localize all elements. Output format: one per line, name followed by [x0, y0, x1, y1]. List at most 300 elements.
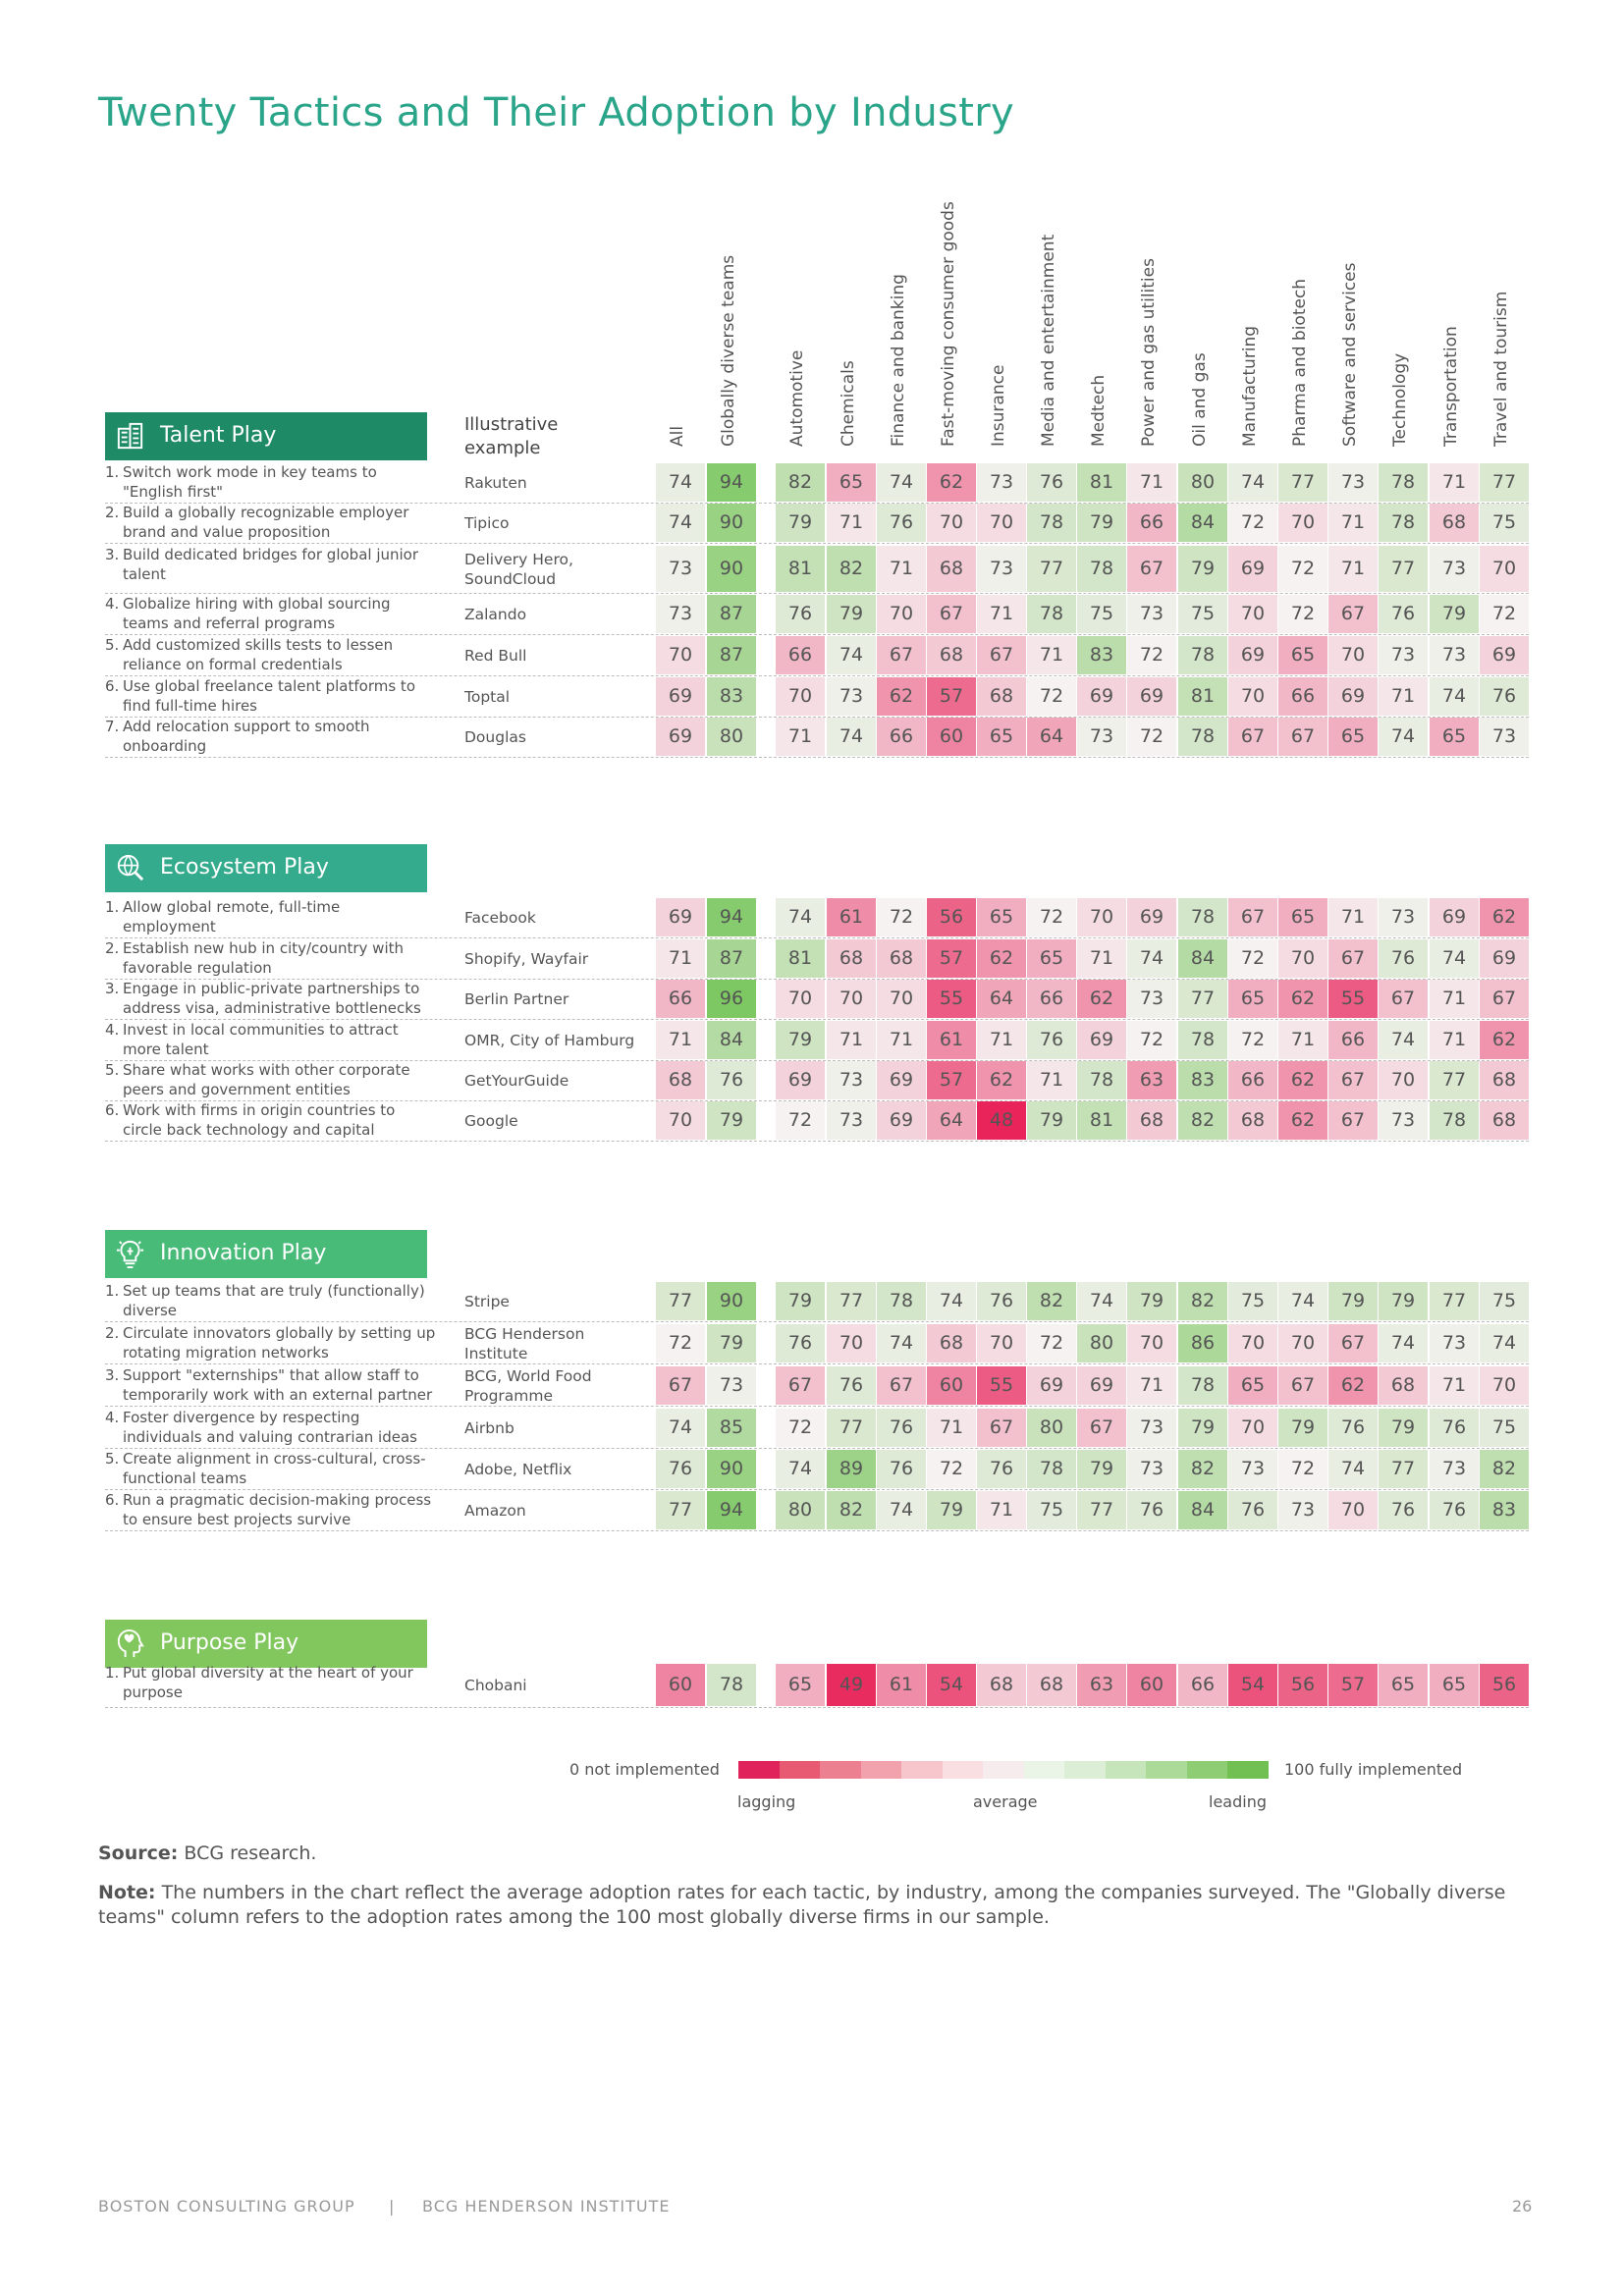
heatmap-cell: 76 — [977, 1450, 1026, 1488]
heatmap-cell: 76 — [877, 1409, 926, 1447]
heatmap-cell: 70 — [656, 636, 705, 674]
heatmap-cell: 67 — [1480, 980, 1529, 1018]
heatmap-cell: 69 — [656, 718, 705, 756]
heatmap-cell: 67 — [1127, 546, 1176, 592]
play-banner — [105, 1230, 427, 1278]
heatmap-cell: 67 — [927, 595, 976, 633]
legend-swatch — [1146, 1761, 1187, 1779]
tactic-label: Set up teams that are truly (functionally) diverse — [123, 1282, 425, 1319]
column-header-label: Travel and tourism — [1491, 291, 1511, 447]
heatmap-cell: 60 — [656, 1664, 705, 1706]
heatmap-cell: 69 — [1480, 636, 1529, 674]
heatmap-cell: 74 — [1328, 1450, 1378, 1488]
heatmap-cell: 72 — [1228, 1021, 1277, 1059]
heatmap-cell: 80 — [1178, 463, 1227, 502]
tactic-number: 5. — [105, 1061, 120, 1079]
heatmap-cell: 79 — [1278, 1409, 1327, 1447]
tactic-text — [105, 938, 437, 978]
heatmap-cell: 71 — [1278, 1021, 1327, 1059]
heatmap-cell: 69 — [1328, 677, 1378, 716]
heatmap-cell: 69 — [1228, 636, 1277, 674]
heatmap-cell: 67 — [1228, 898, 1277, 936]
heatmap-cell: 84 — [707, 1021, 756, 1059]
heatmap-cell: 79 — [827, 595, 876, 633]
heatmap-cell: 77 — [827, 1409, 876, 1447]
heatmap-cell: 76 — [1027, 463, 1076, 502]
heatmap-cell: 69 — [1077, 1021, 1126, 1059]
heatmap-cell: 77 — [1077, 1491, 1126, 1529]
heatmap-cell: 96 — [707, 980, 756, 1018]
heatmap-cell: 70 — [877, 595, 926, 633]
row-divider — [105, 1321, 1529, 1322]
heatmap-cell: 94 — [707, 898, 756, 936]
heatmap-cell: 54 — [1228, 1664, 1277, 1706]
heatmap-cell: 74 — [1379, 1021, 1428, 1059]
heatmap-cell: 81 — [776, 939, 825, 978]
heatmap-cell: 69 — [1077, 1366, 1126, 1405]
illustrative-example: Zalando — [464, 606, 527, 623]
heatmap-cell: 76 — [1379, 1491, 1428, 1529]
heatmap-cell: 72 — [656, 1324, 705, 1362]
heatmap-cell: 90 — [707, 504, 756, 542]
tactic-label: Support "externships" that allow staff to temporarily work with an external partner — [123, 1366, 433, 1404]
heatmap-cell: 76 — [776, 595, 825, 633]
heatmap-cell: 90 — [707, 1450, 756, 1488]
heatmap-cell: 76 — [1328, 1409, 1378, 1447]
heatmap-cell: 71 — [977, 1021, 1026, 1059]
illustrative-example: BCG, World Food Programme — [464, 1367, 592, 1405]
tactic-number: 1. — [105, 1282, 120, 1300]
legend-swatch — [983, 1761, 1024, 1779]
column-header-label: Manufacturing — [1240, 325, 1260, 447]
heatmap-cell: 77 — [1430, 1061, 1479, 1099]
legend-swatch — [1187, 1761, 1228, 1779]
source — [98, 1842, 316, 1864]
heatmap-cell: 49 — [827, 1664, 876, 1706]
page-number: 26 — [1512, 2197, 1533, 2216]
heatmap-cell: 77 — [1480, 463, 1529, 502]
source-label: Source: — [98, 1842, 179, 1864]
heatmap-cell: 66 — [1027, 980, 1076, 1018]
heatmap-cell: 77 — [656, 1282, 705, 1320]
row-divider — [105, 1707, 1529, 1708]
heatmap-cell: 68 — [927, 636, 976, 674]
heatmap-cell: 76 — [1379, 595, 1428, 633]
heatmap-cell: 61 — [877, 1664, 926, 1706]
tactic-text — [105, 462, 437, 502]
heatmap-cell: 73 — [827, 1101, 876, 1140]
heatmap-cell: 71 — [1027, 636, 1076, 674]
illustrative-example: Chobani — [464, 1677, 527, 1694]
heatmap-cell: 70 — [977, 1324, 1026, 1362]
illustrative-example: Amazon — [464, 1502, 526, 1520]
column-header-label: Insurance — [989, 364, 1008, 447]
heatmap-cell: 75 — [1480, 1409, 1529, 1447]
heatmap-cell: 72 — [927, 1450, 976, 1488]
heatmap-cell: 68 — [656, 1061, 705, 1099]
tactic-label: Switch work mode in key teams to "English first" — [123, 463, 377, 501]
heatmap-cell: 78 — [1178, 718, 1227, 756]
heatmap-cell: 79 — [1430, 595, 1479, 633]
heatmap-cell: 62 — [1480, 898, 1529, 936]
illustrative-example: Stripe — [464, 1293, 510, 1310]
row-divider — [105, 1406, 1529, 1407]
heatmap-cell: 65 — [977, 898, 1026, 936]
heatmap-cell: 84 — [1178, 504, 1227, 542]
heatmap-cell: 72 — [1278, 546, 1327, 592]
heatmap-cell: 69 — [1430, 898, 1479, 936]
heatmap-cell: 82 — [1178, 1450, 1227, 1488]
heatmap-cell: 71 — [977, 595, 1026, 633]
legend-swatch — [738, 1761, 780, 1779]
tactic-label: Engage in public-private partnerships to address visa, administrative bottlenecks — [123, 980, 421, 1017]
heatmap-cell: 62 — [977, 939, 1026, 978]
heatmap-cell: 75 — [1077, 595, 1126, 633]
heatmap-cell: 71 — [827, 504, 876, 542]
heatmap-cell: 55 — [927, 980, 976, 1018]
tactic-text — [105, 1408, 437, 1447]
tactic-text — [105, 676, 437, 716]
heatmap-cell: 73 — [1127, 980, 1176, 1018]
source-text: BCG research. — [178, 1842, 317, 1864]
heatmap-cell: 76 — [1127, 1491, 1176, 1529]
row-divider — [105, 1363, 1529, 1364]
heatmap-cell: 78 — [1077, 1061, 1126, 1099]
heatmap-cell: 74 — [1278, 1282, 1327, 1320]
heatmap-cell: 67 — [877, 1366, 926, 1405]
heatmap-cell: 74 — [877, 463, 926, 502]
heatmap-cell: 78 — [1178, 1366, 1227, 1405]
heatmap-cell: 68 — [927, 1324, 976, 1362]
heatmap-cell: 48 — [977, 1101, 1026, 1140]
heatmap-cell: 67 — [1278, 718, 1327, 756]
heatmap-cell: 67 — [977, 636, 1026, 674]
heatmap-cell: 56 — [1480, 1664, 1529, 1706]
heatmap-cell: 72 — [1027, 898, 1076, 936]
heatmap-cell: 71 — [1430, 980, 1479, 1018]
tactic-label: Share what works with other corporate peers and government entities — [123, 1061, 410, 1098]
heatmap-cell: 73 — [1430, 636, 1479, 674]
heatmap-cell: 69 — [1127, 677, 1176, 716]
row-divider — [105, 543, 1529, 544]
tactic-number: 1. — [105, 1664, 120, 1682]
tactic-label: Use global freelance talent platforms to find full-time hires — [123, 677, 415, 715]
heatmap-cell: 73 — [1379, 1101, 1428, 1140]
heatmap-cell: 83 — [1178, 1061, 1227, 1099]
heatmap-cell: 66 — [1228, 1061, 1277, 1099]
heatmap-cell: 73 — [827, 677, 876, 716]
heatmap-cell: 74 — [776, 898, 825, 936]
tactic-text — [105, 1449, 437, 1488]
column-header-label: Transportation — [1441, 326, 1461, 447]
heatmap-cell: 82 — [1178, 1101, 1227, 1140]
heatmap-cell: 70 — [1228, 1409, 1277, 1447]
heatmap-cell: 68 — [1480, 1061, 1529, 1099]
heatmap-cell: 90 — [707, 1282, 756, 1320]
heatmap-cell: 70 — [1480, 1366, 1529, 1405]
heatmap-cell: 74 — [1430, 939, 1479, 978]
heatmap-cell: 70 — [977, 504, 1026, 542]
heatmap-cell: 82 — [1178, 1282, 1227, 1320]
heatmap-cell: 74 — [827, 636, 876, 674]
heatmap-cell: 69 — [1228, 546, 1277, 592]
column-header-label: Power and gas utilities — [1139, 258, 1159, 447]
heatmap-cell: 76 — [656, 1450, 705, 1488]
legend-swatch — [1024, 1761, 1065, 1779]
heatmap-cell: 65 — [1228, 1366, 1277, 1405]
heatmap-cell: 79 — [1178, 1409, 1227, 1447]
tactic-text — [105, 979, 437, 1018]
heatmap-cell: 73 — [1379, 636, 1428, 674]
heatmap-cell: 65 — [1278, 636, 1327, 674]
illustrative-example: Tipico — [464, 514, 510, 532]
heatmap-cell: 76 — [1430, 1409, 1479, 1447]
heatmap-cell: 73 — [1127, 1409, 1176, 1447]
heatmap-cell: 69 — [1127, 898, 1176, 936]
heatmap-cell: 76 — [1430, 1491, 1479, 1529]
tactic-label: Run a pragmatic decision-making process to ensure best projects survive — [123, 1491, 432, 1528]
illustrative-example: Shopify, Wayfair — [464, 950, 589, 968]
heatmap-cell: 73 — [977, 546, 1026, 592]
illustrative-example: Adobe, Netflix — [464, 1461, 572, 1478]
illustrative-example: Red Bull — [464, 647, 527, 665]
heatmap-cell: 65 — [1278, 898, 1327, 936]
heatmap-cell: 71 — [827, 1021, 876, 1059]
heatmap-cell: 56 — [927, 898, 976, 936]
heatmap-cell: 87 — [707, 939, 756, 978]
heatmap-cell: 80 — [776, 1491, 825, 1529]
illustrative-example-header: Illustrative example — [464, 414, 559, 458]
tactic-number: 7. — [105, 718, 120, 735]
heatmap-cell: 81 — [1077, 463, 1126, 502]
tactic-number: 4. — [105, 1021, 120, 1039]
column-header-label: Finance and banking — [889, 274, 908, 447]
heatmap-cell: 73 — [977, 463, 1026, 502]
heatmap-cell: 76 — [877, 1450, 926, 1488]
heatmap-cell: 71 — [1430, 463, 1479, 502]
heatmap-cell: 71 — [1127, 463, 1176, 502]
illustrative-example: OMR, City of Hamburg — [464, 1032, 635, 1049]
illustrative-example: Rakuten — [464, 474, 527, 492]
note-text: The numbers in the chart reflect the average adoption rates for each tactic, by industry, among the companies surveyed. The "Globally diverse teams" column refers to the adoption rates among the 100 most globally diverse firms in our sample. — [98, 1882, 1506, 1928]
tactic-label: Add customized skills tests to lessen reliance on formal credentials — [123, 636, 394, 673]
tactic-label: Establish new hub in city/country with favorable regulation — [123, 939, 405, 977]
tactic-number: 3. — [105, 1366, 120, 1384]
tactic-text — [105, 1663, 437, 1702]
heatmap-cell: 79 — [776, 504, 825, 542]
illustrative-example: GetYourGuide — [464, 1072, 569, 1090]
heatmap-cell: 71 — [1077, 939, 1126, 978]
heatmap-cell: 67 — [1328, 1324, 1378, 1362]
heatmap-cell: 66 — [1328, 1021, 1378, 1059]
heatmap-cell: 80 — [1027, 1409, 1076, 1447]
heatmap-cell: 84 — [1178, 1491, 1227, 1529]
tactic-number: 4. — [105, 595, 120, 613]
heatmap-cell: 69 — [1077, 677, 1126, 716]
heatmap-cell: 78 — [877, 1282, 926, 1320]
heatmap-cell: 68 — [1480, 1101, 1529, 1140]
heatmap-cell: 57 — [1328, 1664, 1378, 1706]
heatmap-cell: 75 — [1480, 504, 1529, 542]
footer-separator: | — [389, 2197, 396, 2216]
heatmap-cell: 68 — [827, 939, 876, 978]
heatmap-cell: 69 — [656, 898, 705, 936]
heatmap-cell: 69 — [1480, 939, 1529, 978]
heatmap-cell: 78 — [707, 1664, 756, 1706]
heatmap-cell: 71 — [977, 1491, 1026, 1529]
heatmap-cell: 82 — [827, 546, 876, 592]
tactic-label: Circulate innovators globally by setting up rotating migration networks — [123, 1324, 436, 1362]
tactic-label: Add relocation support to smooth onboarding — [123, 718, 370, 755]
heatmap-cell: 66 — [776, 636, 825, 674]
heatmap-cell: 79 — [707, 1324, 756, 1362]
column-header-label: Medtech — [1089, 374, 1109, 447]
heatmap-cell: 55 — [1328, 980, 1378, 1018]
heatmap-cell: 69 — [776, 1061, 825, 1099]
heatmap-cell: 78 — [1178, 1021, 1227, 1059]
heatmap-cell: 78 — [1178, 898, 1227, 936]
heatmap-cell: 75 — [1027, 1491, 1076, 1529]
tactic-text — [105, 717, 437, 756]
heatmap-cell: 67 — [877, 636, 926, 674]
tactic-text — [105, 1365, 437, 1405]
heatmap-cell: 79 — [927, 1491, 976, 1529]
heatmap-cell: 71 — [927, 1409, 976, 1447]
tactic-number: 2. — [105, 939, 120, 957]
heatmap-cell: 72 — [1480, 595, 1529, 633]
heatmap-cell: 65 — [827, 463, 876, 502]
heatmap-cell: 79 — [776, 1282, 825, 1320]
heatmap-cell: 67 — [1077, 1409, 1126, 1447]
heatmap-cell: 74 — [1127, 939, 1176, 978]
heatmap-cell: 74 — [1379, 1324, 1428, 1362]
heatmap-cell: 70 — [1228, 595, 1277, 633]
legend-swatch — [901, 1761, 943, 1779]
heatmap-cell: 79 — [1328, 1282, 1378, 1320]
tactic-text — [105, 1281, 437, 1320]
heatmap-cell: 70 — [776, 677, 825, 716]
legend-swatch — [780, 1761, 821, 1779]
heatmap-cell: 68 — [1379, 1366, 1428, 1405]
heatmap-cell: 57 — [927, 939, 976, 978]
heatmap-cell: 85 — [707, 1409, 756, 1447]
heatmap-cell: 72 — [1127, 636, 1176, 674]
heatmap-cell: 70 — [776, 980, 825, 1018]
heatmap-cell: 74 — [877, 1491, 926, 1529]
tactic-number: 1. — [105, 898, 120, 916]
heatmap-cell: 70 — [1328, 636, 1378, 674]
heatmap-cell: 76 — [827, 1366, 876, 1405]
heatmap-cell: 70 — [827, 980, 876, 1018]
heatmap-cell: 69 — [1027, 1366, 1076, 1405]
heatmap-cell: 78 — [1027, 595, 1076, 633]
heatmap-cell: 94 — [707, 1491, 756, 1529]
heatmap-cell: 82 — [1027, 1282, 1076, 1320]
heatmap-cell: 57 — [927, 1061, 976, 1099]
heatmap-cell: 77 — [1379, 546, 1428, 592]
tactic-number: 3. — [105, 980, 120, 997]
illustrative-example: Douglas — [464, 728, 526, 746]
legend-leading-label: leading — [1209, 1792, 1267, 1811]
heatmap-cell: 71 — [1430, 1366, 1479, 1405]
heatmap-cell: 79 — [1127, 1282, 1176, 1320]
heatmap-cell: 87 — [707, 636, 756, 674]
heatmap-cell: 69 — [877, 1101, 926, 1140]
heatmap-cell: 65 — [977, 718, 1026, 756]
heatmap-cell: 82 — [1480, 1450, 1529, 1488]
heatmap-cell: 71 — [1328, 898, 1378, 936]
heatmap-cell: 62 — [1328, 1366, 1378, 1405]
illustrative-example: Google — [464, 1112, 518, 1130]
tactic-number: 2. — [105, 1324, 120, 1342]
tactic-number: 6. — [105, 677, 120, 695]
heatmap-cell: 74 — [927, 1282, 976, 1320]
column-header-label: Software and services — [1340, 262, 1360, 447]
heatmap-cell: 74 — [1077, 1282, 1126, 1320]
note — [98, 1881, 1532, 1930]
column-header-label: Pharma and biotech — [1290, 278, 1310, 447]
tactic-text — [105, 1490, 437, 1529]
heatmap-cell: 60 — [927, 718, 976, 756]
heatmap-cell: 79 — [1077, 1450, 1126, 1488]
heatmap-cell: 74 — [877, 1324, 926, 1362]
heatmap-cell: 74 — [1480, 1324, 1529, 1362]
heatmap-cell: 64 — [1027, 718, 1076, 756]
column-header-label: Media and entertainment — [1039, 234, 1058, 447]
tactic-number: 6. — [105, 1101, 120, 1119]
heatmap-cell: 67 — [1278, 1366, 1327, 1405]
heatmap-cell: 76 — [877, 504, 926, 542]
heatmap-cell: 82 — [776, 463, 825, 502]
tactic-label: Invest in local communities to attract more talent — [123, 1021, 399, 1058]
play-banner — [105, 844, 427, 892]
tactic-text — [105, 897, 437, 936]
tactic-number: 5. — [105, 636, 120, 654]
heatmap-cell: 70 — [827, 1324, 876, 1362]
heatmap-cell: 54 — [927, 1664, 976, 1706]
heatmap-cell: 76 — [1027, 1021, 1076, 1059]
heatmap-cell: 65 — [1228, 980, 1277, 1018]
heatmap-cell: 78 — [1077, 546, 1126, 592]
heatmap-cell: 62 — [1077, 980, 1126, 1018]
heatmap-cell: 62 — [927, 463, 976, 502]
heatmap-cell: 64 — [927, 1101, 976, 1140]
play-banner-label: Innovation Play — [160, 1241, 327, 1265]
heatmap-cell: 72 — [1228, 939, 1277, 978]
heatmap-cell: 89 — [827, 1450, 876, 1488]
heatmap-cell: 80 — [1077, 1324, 1126, 1362]
column-header-label: Technology — [1390, 352, 1410, 447]
play-banner — [105, 1620, 427, 1668]
heatmap-cell: 72 — [1027, 1324, 1076, 1362]
heatmap-cell: 70 — [656, 1101, 705, 1140]
heatmap-cell: 67 — [1328, 595, 1378, 633]
heatmap-cell: 78 — [1027, 504, 1076, 542]
heatmap-cell: 79 — [1077, 504, 1126, 542]
tactic-text — [105, 1100, 437, 1140]
heatmap-cell: 71 — [1328, 546, 1378, 592]
heatmap-cell: 77 — [656, 1491, 705, 1529]
heatmap-cell: 67 — [1328, 1061, 1378, 1099]
heatmap-cell: 70 — [877, 980, 926, 1018]
heatmap-cell: 72 — [1127, 718, 1176, 756]
heatmap-cell: 65 — [1430, 1664, 1479, 1706]
tactic-text — [105, 545, 437, 584]
heatmap-cell: 81 — [1178, 677, 1227, 716]
legend-swatch — [943, 1761, 984, 1779]
heatmap-cell: 72 — [877, 898, 926, 936]
heatmap-cell: 94 — [707, 463, 756, 502]
